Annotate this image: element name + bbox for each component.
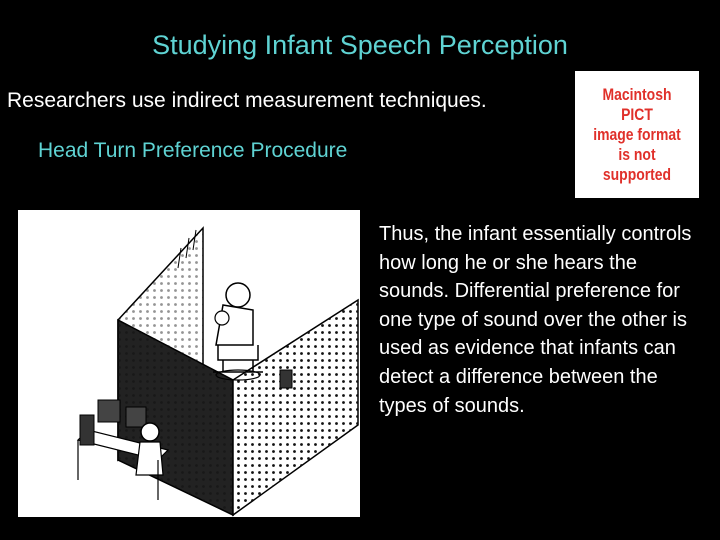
procedure-name: Head Turn Preference Procedure <box>38 139 348 162</box>
monitor-2 <box>126 407 146 427</box>
monitor-1 <box>98 400 120 422</box>
head-turn-setup-illustration <box>18 210 360 517</box>
infant-head <box>215 311 229 325</box>
computer-tower <box>80 415 94 445</box>
parent-head <box>226 283 250 307</box>
booth-drawing <box>18 210 360 517</box>
intro-text: Researchers use indirect measurement techniques. <box>7 89 487 112</box>
slide-title: Studying Infant Speech Perception <box>152 30 568 60</box>
experimenter-head <box>141 423 159 441</box>
pict-placeholder-image <box>575 71 699 198</box>
speaker <box>280 370 292 388</box>
pict-placeholder-text: Macintosh PICT image format is not supported <box>593 84 681 184</box>
explanation-paragraph: Thus, the infant essentially controls how long he or she hears the sounds. Differential preference for one type of sound over the other is used as evidence that infants can detect a difference between the types of sounds. <box>379 223 692 417</box>
